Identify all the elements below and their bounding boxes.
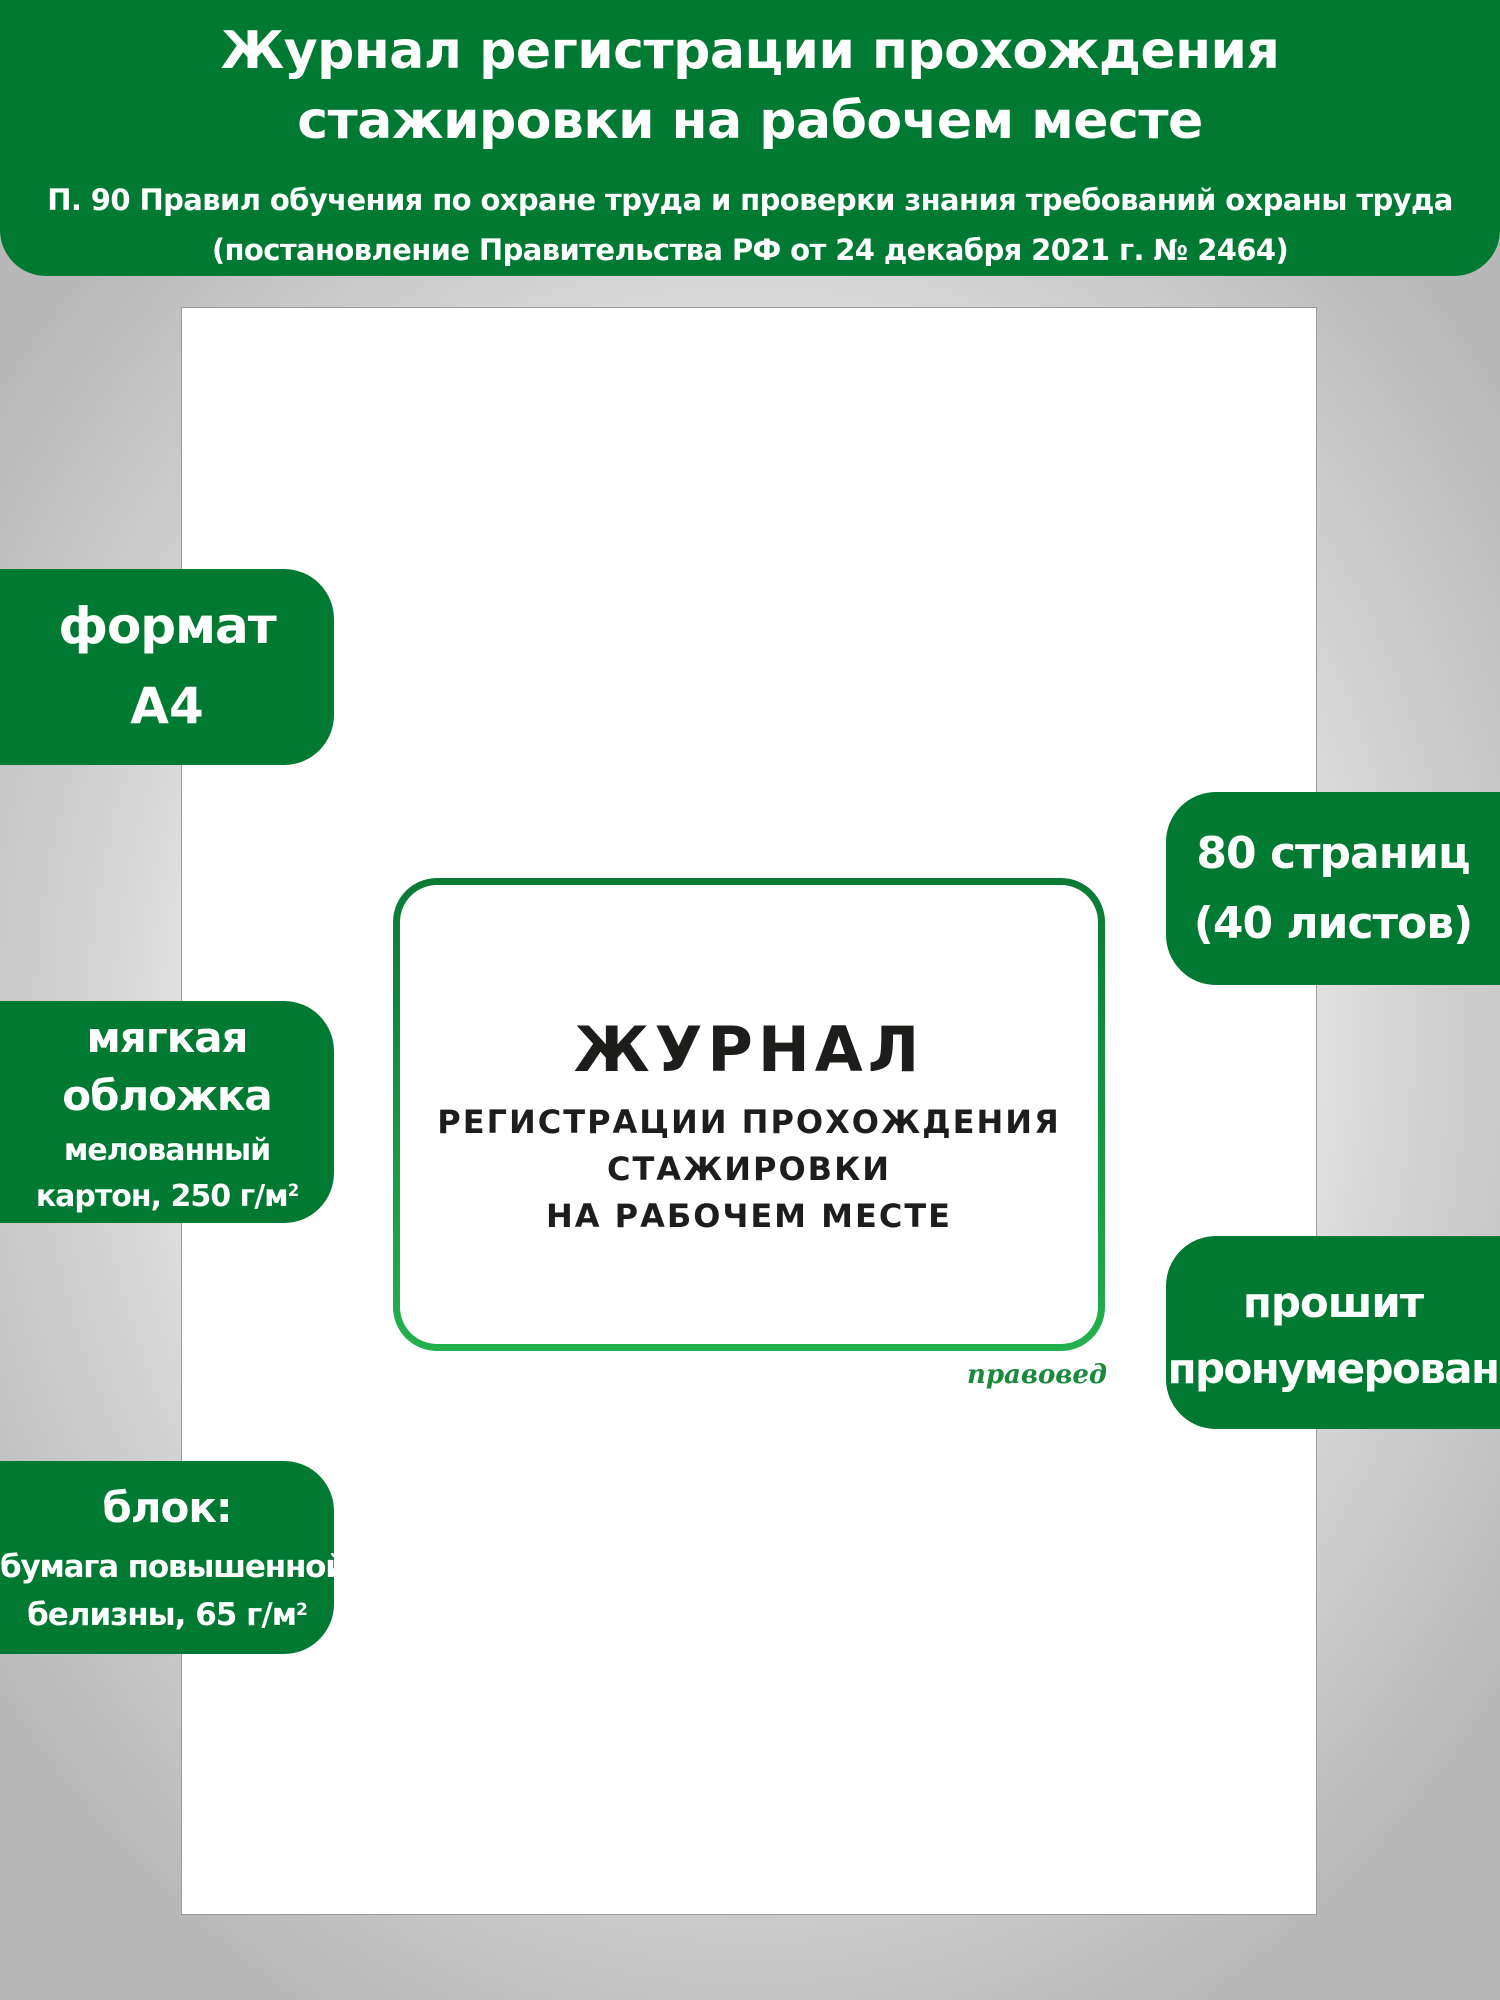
journal-cover-sheet	[181, 307, 1317, 1915]
paper-block-line1: блок:	[102, 1483, 232, 1532]
cover-title-frame	[393, 878, 1105, 1351]
binding-badge	[1166, 1236, 1500, 1429]
pages-count-line1: 80 страниц	[1196, 828, 1470, 879]
cover-type-line2: обложка	[62, 1071, 272, 1120]
cover-line2: СТАЖИРОВКИ	[606, 1150, 891, 1188]
format-badge	[0, 569, 334, 765]
cover-title: ЖУРНАЛ	[573, 1013, 925, 1086]
paper-block-line2: бумага повышенной	[0, 1549, 346, 1585]
brand-logo-text: правовед	[966, 1360, 1107, 1390]
header-title-line1: Журнал регистрации прохождения	[220, 21, 1280, 81]
cover-type-line3: мелованный	[63, 1133, 271, 1168]
format-label: формат	[58, 597, 276, 655]
cover-type-line1: мягкая	[86, 1013, 248, 1062]
cover-line1: РЕГИСТРАЦИИ ПРОХОЖДЕНИЯ	[437, 1103, 1061, 1141]
cover-type-badge	[0, 1001, 334, 1223]
header-title-line2: стажировки на рабочем месте	[297, 91, 1203, 151]
format-value: А4	[130, 677, 204, 735]
paper-block-badge	[0, 1461, 346, 1654]
header-subtitle-line1: П. 90 Правил обучения по охране труда и проверки знания требований охраны труда	[47, 183, 1453, 217]
cover-line3: НА РАБОЧЕМ МЕСТЕ	[545, 1197, 953, 1235]
pages-count-line2: (40 листов)	[1193, 898, 1473, 949]
paper-block-line3: белизны, 65 $г/м^2$	[27, 1597, 307, 1633]
cover-type-line4: картон, 250 $г/м^2$	[35, 1179, 299, 1214]
header-banner	[0, 0, 1500, 276]
pages-count-badge	[1166, 792, 1500, 985]
header-subtitle-line2: (постановление Правительства РФ от 24 декабря 2021 г. № 2464)	[211, 233, 1289, 267]
binding-line2: пронумерован	[1167, 1344, 1499, 1393]
binding-line1: прошит	[1242, 1278, 1424, 1327]
